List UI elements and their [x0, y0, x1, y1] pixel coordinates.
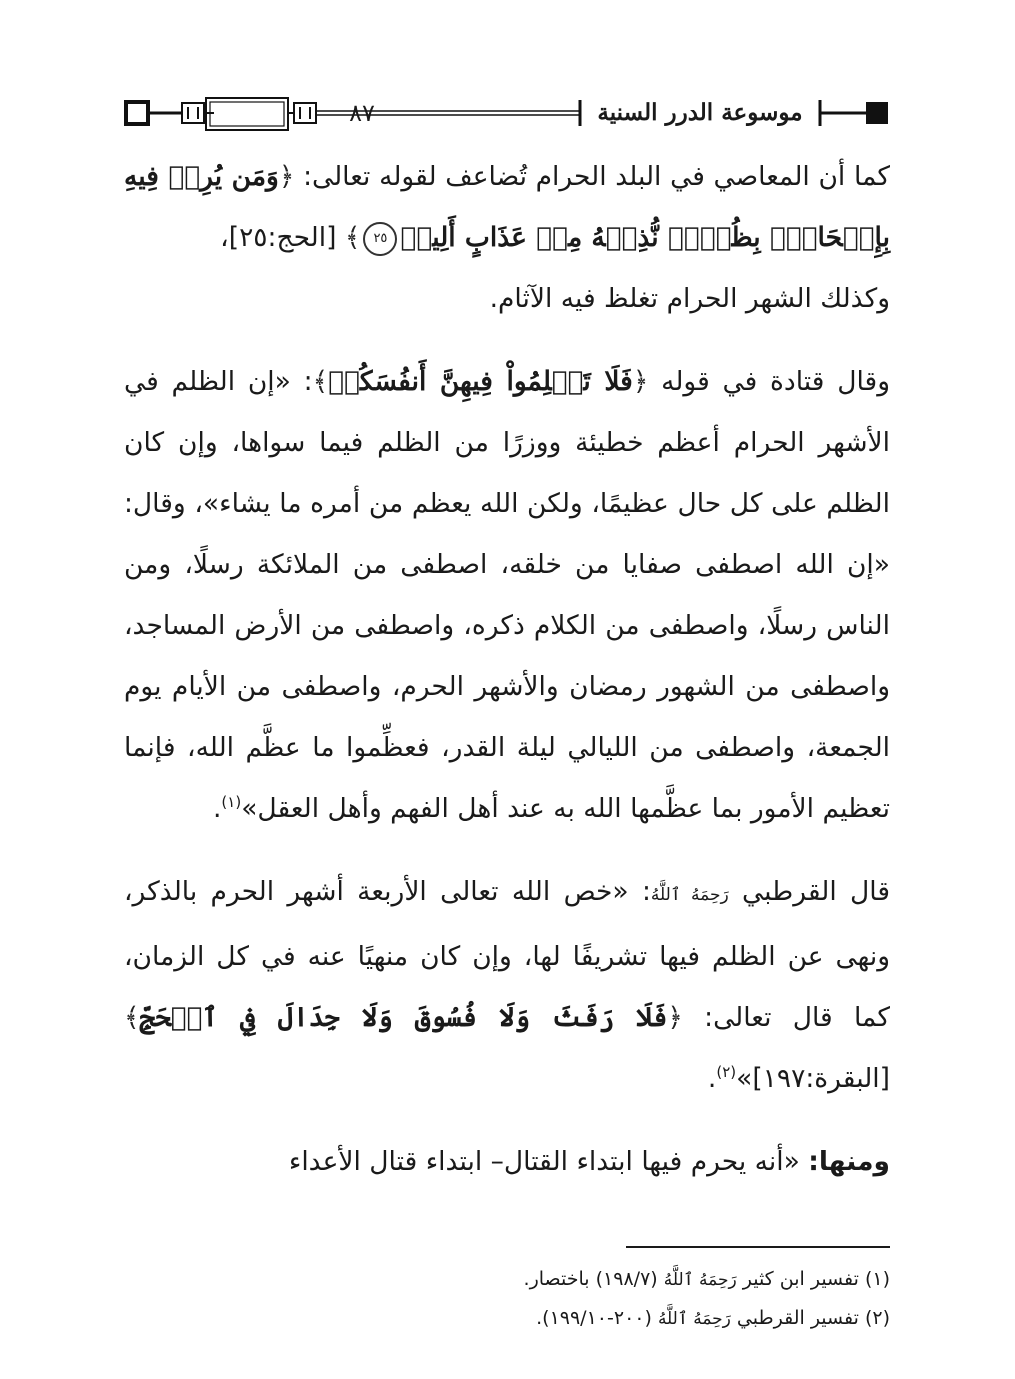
ornament-close: ﴾	[312, 366, 329, 397]
footnote-text-b: (١٩٨/٧) باختصار.	[523, 1268, 664, 1290]
footnote-2	[400, 1299, 890, 1338]
footnote-text-b: (٢٠٠-١٩٩/١٠).	[536, 1307, 658, 1329]
footnote-number: (٢)	[864, 1307, 890, 1329]
p1-text-a: كما أن المعاصي في البلد الحرام تُضاعف لقوله تعالى:	[294, 161, 891, 192]
quran-verse-1: وَمَن يُرِدۡ فِيهِ بِإِلۡحَادِۭ بِظُلۡمٖ نُّذِقۡهُ مِنۡ عَذَابٍ أَلِيمٖ	[124, 161, 890, 253]
page-number: ٨٧	[349, 99, 375, 127]
p3-citation: [البقرة:١٩٧]»	[736, 1063, 890, 1094]
footnote-1	[400, 1260, 890, 1299]
ornament-close: ﴾	[344, 222, 361, 253]
ornament-open: ﴿	[278, 161, 295, 192]
honorific-glyph: رَحِمَهُ ٱللَّهُ	[650, 885, 729, 905]
footnote-text-a: تفسير ابن كثير	[736, 1268, 865, 1290]
honorific-glyph: رَحِمَهُ ٱللَّهُ	[663, 1270, 737, 1290]
page-body	[124, 146, 890, 1192]
ornament-open: ﴿	[667, 1002, 683, 1033]
footnote-text-a: تفسير القرطبي	[730, 1307, 865, 1329]
ornament-open: ﴿	[632, 366, 649, 397]
footnote-number: (١)	[864, 1268, 890, 1290]
honorific-glyph: رَحِمَهُ ٱللَّهُ	[657, 1309, 731, 1329]
footnote-ref-2[interactable]: (٢)	[716, 1063, 737, 1082]
quran-verse-2: فَلَا تَظۡلِمُواْ فِيهِنَّ أَنفُسَكُمۡ	[328, 366, 633, 397]
footnote-ref-1[interactable]: (١)	[221, 793, 242, 812]
p2-text-b: : «إن الظلم في الأشهر الحرام أعظم خطيئة ووزرًا من الظلم فيما سواها، وإن كان الظلم على كل حال عظيمًا، ولكن الله يعظم من أمره ما يشاء»، وقال: «إن الله اصطفى صفايا من خلقه، اصطفى من الملائكة رسلًا، ومن الناس رسلًا، واصطفى من الكلام ذكره، واصطفى من الأرض المساجد، واصطفى من الشهور رمضان والأشهر الحرم، واصطفى من الأيام يوم الجمعة، واصطفى من الليالي ليلة القدر، فعظِّموا ما عظَّم الله، فإنما تعظيم الأمور بما عظَّمها الله به عند أهل الفهم وأهل العقل»	[124, 366, 890, 824]
paragraph-1	[124, 146, 890, 329]
ornament-close: ﴾	[124, 1002, 140, 1033]
paragraph-3	[124, 861, 890, 1109]
p2-end: .	[212, 793, 222, 824]
footnote-separator	[626, 1246, 890, 1248]
p3-text-b: : «خص الله تعالى الأربعة أشهر الحرم بالذكر، ونهى عن الظلم فيها تشريفًا لها، وإن كان منهيًا عنه في كل الزمان، كما قال تعالى:	[124, 876, 890, 1033]
p3-end: .	[707, 1063, 717, 1094]
p4-label: ومنها:	[808, 1146, 890, 1177]
running-header	[124, 92, 890, 136]
footnotes	[400, 1260, 890, 1338]
p2-text-a: وقال قتادة في قوله	[648, 366, 890, 397]
paragraph-4	[124, 1131, 890, 1192]
p1-text-c: وكذلك الشهر الحرام تغلظ فيه الآثام.	[489, 283, 890, 314]
ayah-number-mark: ٢٥	[363, 222, 397, 256]
paragraph-2	[124, 351, 890, 839]
p4-text: «أنه يحرم فيها ابتداء القتال– ابتداء قتال الأعداء	[288, 1146, 809, 1177]
p3-text-a: قال القرطبي	[728, 876, 890, 907]
series-title: موسوعة الدرر السنية	[597, 98, 803, 126]
p1-citation: [الحج:٢٥]،	[220, 222, 345, 253]
quran-verse-3: فَلَا رَفَثَ وَلَا فُسُوقَ وَلَا جِدَالَ فِي ٱلۡحَجِّ	[139, 1002, 668, 1033]
